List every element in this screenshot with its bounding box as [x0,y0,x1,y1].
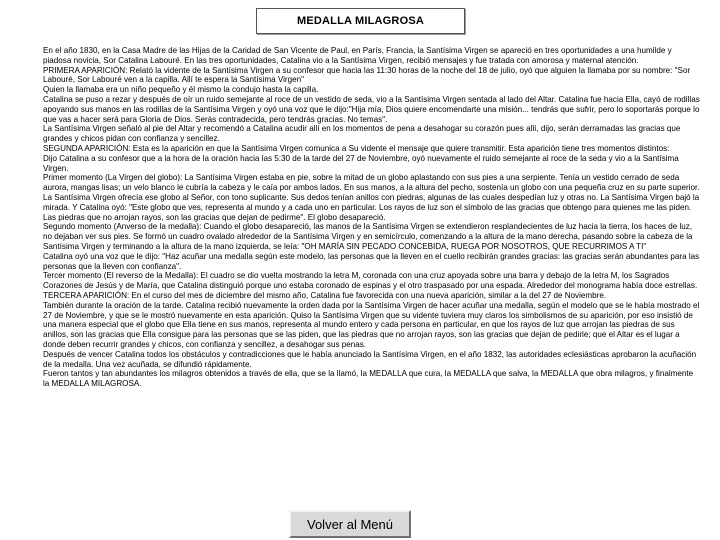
back-to-menu-button[interactable]: Volver al Menú [289,510,411,538]
paragraph-second-apparition: SEGUNDA APARICIÓN: Esta es la aparición en que la Santísima Virgen comunica a Su vidente el mensaje que quiere transmitir. Esta aparición tiene tres momentos distintos: [43,143,670,153]
paragraph-medal-instruction: Catalina oyó una voz que le dijo: "Haz acuñar una medalla según este modelo, las personas que la lleven en el cuello recibirán grandes gracias: las gracias serán abundantes para las personas que la lleven con confianza". [43,251,700,271]
page-title [256,8,465,34]
page-title-text: MEDALLA MILAGROSA [296,15,425,27]
article-body [43,46,701,498]
paragraph-first-apparition: PRIMERA APARICIÓN: Relató la vidente de la Santísima Virgen a su confesor que hacia las 11:30 horas de la noche del 18 de julio, oyó que alguien la llamaba por su nombre: "Sor Labouré, Sor Labouré ven a la capilla. Allí te espera la Santísima Virgen" [43,65,691,85]
paragraph-catalina-prays: Catalina se puso a rezar y después de oír un ruido semejante al roce de un vestido de seda, vio a la Santísima Virgen sentada al lado del Altar. Catalina fue hacia Ella, cayó de rodillas apoyando sus manos en las rodillas de la Santísima Virgen y oyó una voz que le dijo:"Hija mía, Dios quiere encomendarte una misión... tendrás que sufrir, pero lo soportarás porque lo que vas a hacer será para Gloria de Dios. Serás contradecida, pero tendrás gracias. No temas". [43,94,700,124]
paragraph-first-moment: Primer momento (La Virgen del globo): La Santísima Virgen estaba en pie, sobre la mitad de un globo aplastando con sus pies a una serpiente. Tenía un vestido cerrado de seda aurora, mangas lisas; un velo blanco le cubría la cabeza y le caía por ambos lados. En sus manos, a la altura del pecho, sostenía un globo con una pequeña cruz en su parte superior. La Santísima Virgen ofrecía ese globo al Señor, con tono suplicante. Sus dedos tenían anillos con piedras, algunas de las cuales despedían luz y otras no. La Santísima Virgen bajó la mirada. Y Catalina oyó: "Este globo que ves, representa al mundo y a cada uno en particular. Los rayos de luz son el símbolo de las gracias que obtengo para quienes me las piden. Las piedras que no arrojan rayos, son las gracias que dejan de pedirme". El globo desapareció. [43,173,700,222]
paragraph-intro: En el año 1830, en la Casa Madre de las Hijas de la Caridad de San Vicente de Paul, en París, Francia, la Santísima Virgen se apareció en tres oportunidades a una humilde y piadosa novicia, Sor Catalina Labouré. En las tres oportunidades, Catalina vio a la Santísima Virgen, recibió mensajes y fue tratada con amorosa y maternal atención. [43,46,672,65]
paragraph-approval: Después de vencer Catalina todos los obstáculos y contradicciones que le había anunciado la Santísima Virgen, en el año 1832, las autoridades eclesiásticas aprobaron la acuñación de la medalla. Una vez acuñada, se difundió rápidamente. [43,349,697,369]
paragraph-second-moment: Segundo momento (Anverso de la medalla): Cuando el globo desapareció, las manos de la Santísima Virgen se extendieron resplandecientes de luz hacia la tierra, los haces de luz, no dejaban ver sus pies. Se formó un cuadro ovalado alrededor de la Santísima Virgen y en semicírculo, comenzando a la altura de la mano derecha, pasando sobre la cabeza de la Santísima Virgen y terminando a la altura de la mano izquierda, se leía: "OH MARÍA SIN PECADO CONCEBIDA, RUEGA POR NOSOTROS, QUE RECURRIMOS A TI" [43,222,693,251]
paragraph-third-moment: Tercer momento (El reverso de la Medalla): El cuadro se dio vuelta mostrando la letra M, coronada con una cruz apoyada sobre una barra y debajo de la letra M, los Sagrados Corazones de Jesús y de María, que Catalina distinguió porque uno estaba coronado de espinas y el otro traspasado por una espada. Alrededor del monograma había doce estrellas. [43,271,698,291]
paragraph-evening-prayer: También durante la oración de la tarde. Catalina recibió nuevamente la orden dada por la Santísima Virgen de hacer acuñar una medalla, según el modelo que se le había mostrado el 27 de Noviembre, y que se le mostró nuevamente en esta aparición. Quiso la Santísima Virgen que su vidente tuviera muy claros los simbolismos de su aparición, por eso insistió de una manera especial que el globo que Ella tiene en sus manos, representa al mundo entero y cada persona en particular, en que los rayos de luz que arrojan las piedras de sus anillos, son las gracias que Ella consigue para las personas que se las piden, que las piedras que no arrojan rayos, son las gracias que dejan de pedirle; que el Altar es el lugar a donde deben recurrir grandes y chicos, con confianza y sencillez, a desahogar sus penas. [43,300,700,349]
paragraph-miracles: Fueron tantos y tan abundantes los milagros obtenidos a través de ella, que se la llamó, la MEDALLA que cura, la MEDALLA que salva, la MEDALLA que obra milagros, y finalmente la MEDALLA MILAGROSA. [43,369,694,389]
paragraph-november-27: Dijo Catalina a su confesor que a la hora de la oración hacia las 5:30 de la tarde del 27 de Noviembre, oyó nuevamente el ruido semejante al roce de la seda y vio a la Santísima Virgen. [43,153,679,173]
paragraph-child-guide: Quien la llamaba era un niño pequeño y él mismo la condujo hasta la capilla. [43,85,319,95]
paragraph-altar: La Santísima Virgen señaló al pie del Altar y recomendó a Catalina acudir allí en los momentos de pena a desahogar su corazón pues allí, dijo, serán derramadas las gracias que grandes y chicos pidan con confianza y sencillez. [43,124,681,144]
paragraph-third-apparition: TERCERA APARICIÓN: En el curso del mes de diciembre del mismo año, Catalina fue favorecida con una nueva aparición, similar a la del 27 de Noviembre. [43,290,607,300]
